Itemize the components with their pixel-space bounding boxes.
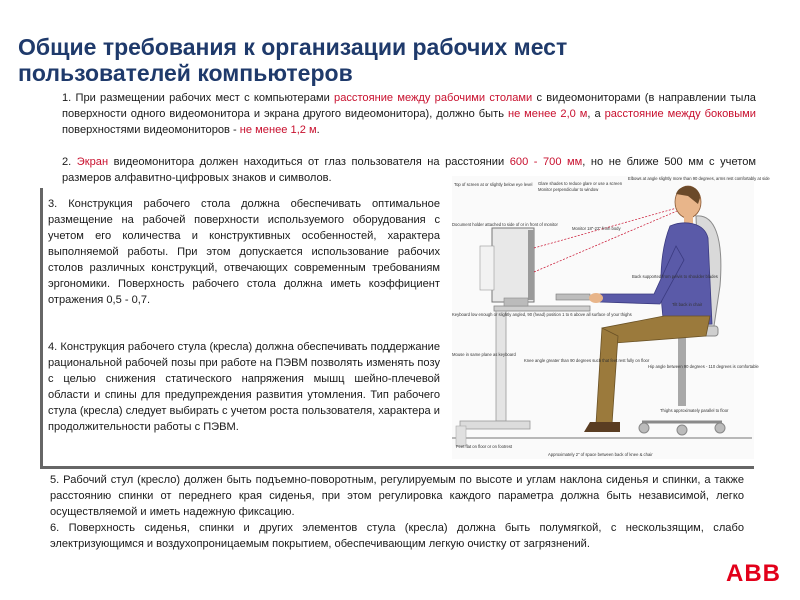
page-title: Общие требования к организации рабочих мест пользователей компьютеров — [18, 34, 568, 86]
p2-text: , но не ближе 500 мм с учетом размеров алфавитно-цифровых знаков и символов. — [62, 156, 756, 184]
label-knee-angle: Knee angle greater than 90 degrees such that feet rest fully on floor — [524, 358, 650, 363]
ergonomics-illustration — [452, 176, 770, 459]
bottom-divider — [40, 466, 754, 469]
label-mouse: Mouse in same plane as keyboard — [452, 352, 516, 357]
left-divider — [40, 188, 43, 468]
label-knee-space: Approximately 2" of space between back of knee & chair — [548, 452, 653, 457]
p1-text: , а — [587, 108, 605, 120]
paragraph-6: 6. Поверхность сиденья, спинки и других элементов стула (кресла) должна быть полумягкой, с нескользящим, слабо электризующимся и воздухопроницаемым покрытием, обеспечивающим легкую очистку от загрязнений. — [50, 522, 744, 550]
abb-logo: ABB — [726, 560, 781, 587]
p2-text: 2. — [62, 156, 77, 168]
keyboard-icon — [556, 294, 590, 300]
p2-highlight-screen: Экран — [76, 156, 109, 168]
label-tilt-back: Tilt back in chair — [672, 302, 703, 307]
label-hip-angle: Hip angle between 90 degrees - 110 degrees is comfortable — [648, 364, 759, 369]
paragraph-3: 3. Конструкция рабочего стола должна обеспечивать оптимальное размещение на рабочей поверхности используемого оборудования с учетом его количества и конструктивных особенностей, характера выполняемой работы. При этом допускается использование рабочих столов различных конструкций, отвечающих современным требованиям эргономики. Поверхность рабочего стола должна иметь коэффициент отражения 0,5 - 0,7. — [48, 198, 440, 306]
label-monitor-window: Monitor perpendicular to window — [538, 187, 599, 192]
paragraph-5: 5. Рабочий стул (кресло) должен быть подъемно-поворотным, регулируемым по высоте и углам наклона сиденья и спинки, а также расстоянию спинки от переднего края сиденья, при этом регулировка каждого параметра должна быть независимой, легко осуществляемой и иметь надежную фиксацию. — [50, 474, 744, 518]
p1-text: 1. При размещении рабочих мест с компьютерами — [62, 92, 335, 104]
p1-text: с видеомониторами (в направлении тыла поверхности одного видеомонитора и экрана другого видеомонитора), должно быть — [62, 92, 756, 120]
label-glare: Glare shades to reduce glare or use a screen — [538, 181, 623, 186]
p1-text: . — [316, 124, 320, 136]
p1-text: поверхностями видеомониторов - — [62, 124, 240, 136]
p2-highlight-distance: 600 - 700 мм — [509, 156, 583, 168]
p1-highlight-side-distance: расстояние между боковыми — [604, 108, 756, 120]
label-screen-eye-level: Top of screen at or slightly below eye level — [454, 182, 533, 187]
label-thighs: Thighs approximately parallel to floor — [660, 408, 729, 413]
monitor-icon — [480, 228, 534, 306]
desk-icon — [456, 306, 590, 446]
label-monitor-distance: Monitor 18"-22" from body — [572, 226, 621, 231]
label-elbows: Elbows at angle slightly more than 90 degrees, arms rest comfortably at side — [628, 176, 770, 181]
paragraph-1 — [62, 90, 756, 138]
label-document-holder: Document holder attached to side of or in front of monitor — [452, 222, 558, 227]
paragraph-4: 4. Конструкция рабочего стула (кресла) должна обеспечивать поддержание рациональной рабочей позы при работе на ПЭВМ позволять изменять позу с целью снижения статического напряжения мышц шейно-плечевой области и спины для предупреждения развития утомления. Тип рабочего стула (кресла) следует выбирать с учетом роста пользователя, характера и продолжительности работы с ПЭВМ. — [48, 341, 440, 433]
paragraphs-5-6 — [50, 472, 744, 552]
p1-highlight-desk-distance: расстояние между рабочими столами — [334, 92, 533, 104]
person-icon — [584, 186, 712, 432]
p1-highlight-1-2m: не менее 1,2 м — [239, 124, 317, 136]
label-keyboard: Keyboard low enough or slightly angled, 90 (head) position 1 to 6 above all surface of your thighs — [452, 312, 632, 317]
ergonomics-figure — [452, 176, 770, 459]
label-feet: Feet flat on floor or on footrest — [456, 444, 513, 449]
label-back-support: Back supported from pelvis to shoulder blades — [632, 274, 718, 279]
p2-text: видеомонитора должен находиться от глаз пользователя на расстоянии — [108, 156, 510, 168]
p1-highlight-2m: не менее 2,0 м — [507, 108, 588, 120]
